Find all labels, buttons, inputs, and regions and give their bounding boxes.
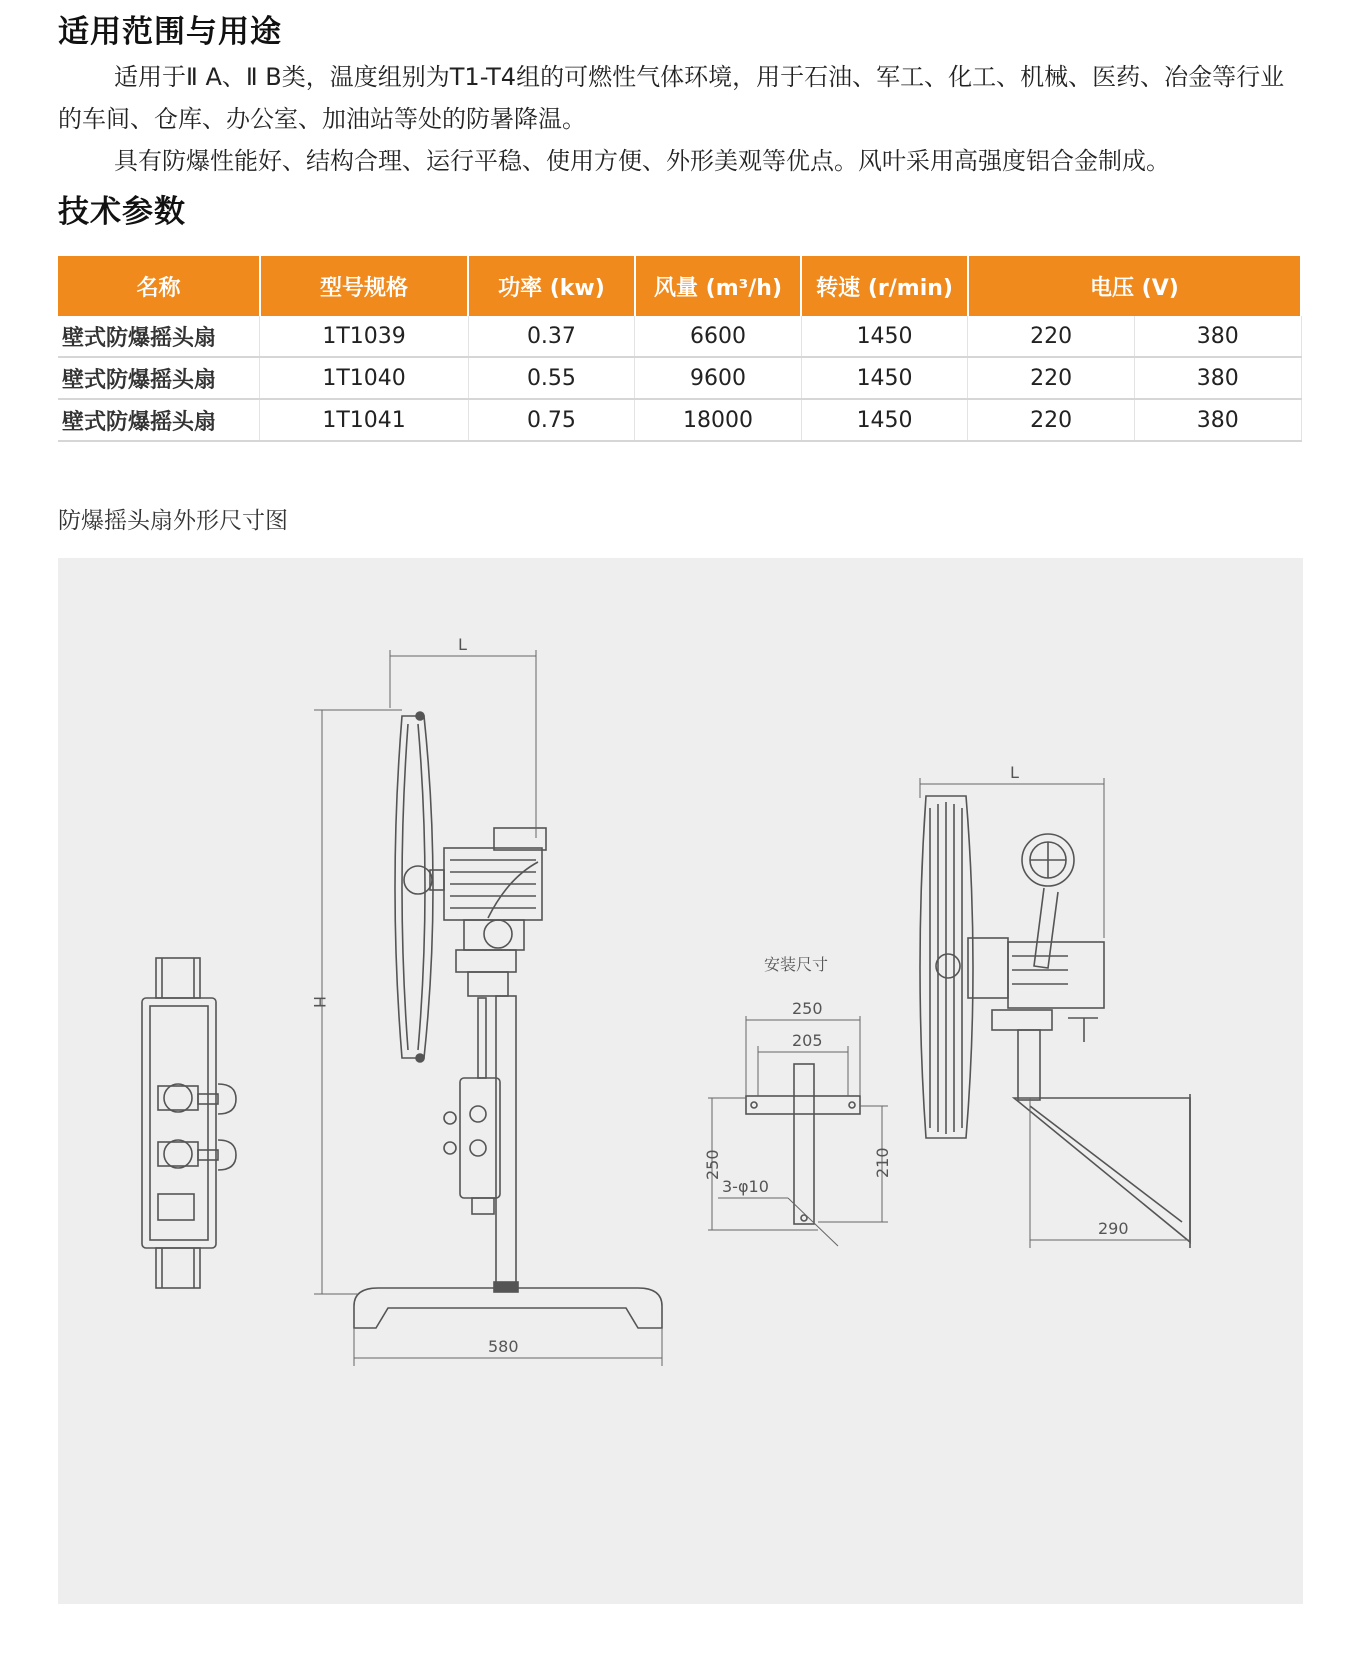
scope-paragraph-1 — [58, 56, 1308, 140]
scope-text-2: 具有防爆性能好、结构合理、运行平稳、使用方便、外形美观等优点。风叶采用高强度铝合金制成。 — [114, 147, 1170, 175]
section-title-scope: 适用范围与用途 — [58, 14, 282, 50]
dim-base-width: 580 — [488, 1337, 519, 1356]
cell-power: 0.37 — [468, 316, 635, 357]
wall-fan-drawing — [920, 796, 1190, 1248]
cell-name: 壁式防爆摇头扇 — [58, 399, 260, 441]
header-name: 名称 — [58, 256, 260, 316]
cell-voltage-2: 380 — [1134, 357, 1301, 399]
cell-voltage-1: 220 — [968, 316, 1135, 357]
cell-airflow: 6600 — [635, 316, 802, 357]
junction-box-drawing — [142, 958, 236, 1288]
cell-model: 1T1039 — [260, 316, 468, 357]
cell-speed: 1450 — [801, 399, 968, 441]
table-row — [58, 316, 1301, 357]
dimension-drawing — [58, 558, 1303, 1604]
dim-l-stand: L — [458, 635, 467, 654]
mounting-dimension-drawing — [746, 1064, 860, 1224]
cell-model: 1T1040 — [260, 357, 468, 399]
cell-voltage-1: 220 — [968, 399, 1135, 441]
cell-name: 壁式防爆摇头扇 — [58, 316, 260, 357]
table-header-row — [58, 256, 1301, 316]
scope-paragraph-2 — [58, 140, 1308, 182]
cell-power: 0.55 — [468, 357, 635, 399]
table-row — [58, 399, 1301, 441]
dim-bracket-290: 290 — [1098, 1219, 1129, 1238]
cell-speed: 1450 — [801, 316, 968, 357]
dim-mount-250: 250 — [792, 999, 823, 1018]
cell-model: 1T1041 — [260, 399, 468, 441]
floor-fan-drawing — [354, 712, 662, 1328]
header-airflow: 风量 (m³/h) — [635, 256, 802, 316]
header-power: 功率 (kw) — [468, 256, 635, 316]
section-title-spec: 技术参数 — [58, 194, 186, 230]
dim-h-stand: H — [310, 996, 329, 1009]
cell-voltage-2: 380 — [1134, 316, 1301, 357]
cell-speed: 1450 — [801, 357, 968, 399]
table-row — [58, 357, 1301, 399]
cell-voltage-2: 380 — [1134, 399, 1301, 441]
dim-mount-210-v: 210 — [873, 1147, 892, 1178]
header-speed: 转速 (r/min) — [801, 256, 968, 316]
dim-mount-205: 205 — [792, 1031, 823, 1050]
cell-name: 壁式防爆摇头扇 — [58, 357, 260, 399]
dim-mount-250-v: 250 — [703, 1149, 722, 1180]
cell-voltage-1: 220 — [968, 357, 1135, 399]
dim-mount-hole: 3-φ10 — [722, 1177, 769, 1196]
header-model: 型号规格 — [260, 256, 468, 316]
scope-text-1: 适用于Ⅱ A、Ⅱ B类，温度组别为T1-T4组的可燃性气体环境，用于石油、军工、化工、机械、医药、冶金等行业的车间、仓库、办公室、加油站等处的防暑降温。 — [58, 63, 1285, 133]
drawing-svg — [58, 558, 1303, 1604]
cell-airflow: 18000 — [635, 399, 802, 441]
header-voltage: 电压 (V) — [968, 256, 1301, 316]
dim-l-wall: L — [1010, 763, 1019, 782]
mount-title: 安装尺寸 — [764, 955, 829, 974]
figure-caption: 防爆摇头扇外形尺寸图 — [58, 508, 288, 534]
cell-power: 0.75 — [468, 399, 635, 441]
cell-airflow: 9600 — [635, 357, 802, 399]
spec-table — [58, 256, 1302, 442]
